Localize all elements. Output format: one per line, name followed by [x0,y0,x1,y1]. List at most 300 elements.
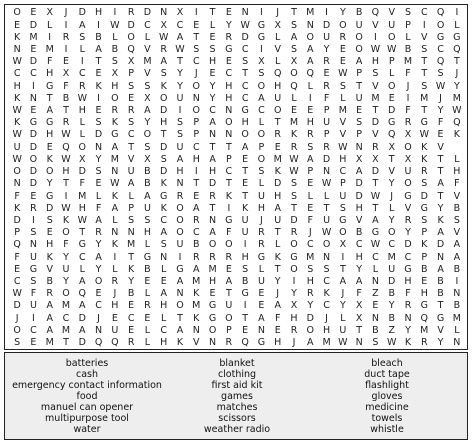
grid-cell: B [46,276,53,288]
grid-cell: I [113,7,117,19]
grid-cell: P [225,153,232,165]
word-item: water [73,424,101,435]
grid-cell: J [325,312,328,324]
grid-cell: O [225,239,233,251]
grid-cell: T [274,263,281,275]
grid-cell: R [111,276,119,288]
grid-cell: I [32,80,35,92]
grid-cell: X [290,56,298,68]
grid-cell: H [225,92,233,104]
word-bank-column-2 [167,358,307,435]
grid-cell: I [194,7,198,19]
grid-cell: Y [437,202,444,214]
grid-cell: E [274,141,281,153]
grid-cell: M [45,337,54,349]
grid-cell: O [339,19,347,31]
grid-cell: K [14,117,21,129]
grid-cell: I [32,312,35,324]
grid-cell: K [421,153,428,165]
grid-cell: H [241,251,249,263]
grid-cell: V [144,68,151,80]
grid-cell: L [389,68,395,80]
grid-cell: S [339,80,346,92]
grid-cell: L [340,312,346,324]
grid-cell: J [113,288,117,300]
grid-cell: O [257,129,266,141]
grid-cell: D [127,19,135,31]
grid-cell: B [388,288,395,300]
grid-cell: N [209,129,217,141]
grid-cell: R [323,56,330,68]
grid-cell: C [339,166,347,178]
grid-cell: A [274,202,281,214]
grid-cell: C [437,43,444,55]
grid-cell: M [192,300,201,312]
grid-cell: T [160,129,167,141]
grid-cell: R [404,117,412,129]
grid-cell: Y [437,105,444,117]
grid-cell: H [322,324,331,336]
grid-cell: T [339,263,346,275]
grid-cell: L [161,312,167,324]
grid-cell: K [46,251,53,263]
grid-cell: F [454,178,460,190]
grid-cell: O [306,324,315,336]
grid-cell: T [193,31,200,43]
grid-cell: V [46,263,53,275]
grid-cell: I [455,7,459,19]
grid-cell: K [290,129,298,141]
grid-cell: O [143,129,152,141]
word-item: manuel can opener [40,402,134,413]
grid-cell: N [437,251,445,263]
grid-cell: L [144,337,151,349]
grid-cell: Z [372,288,379,300]
grid-cell: R [46,288,53,300]
grid-cell: R [62,117,70,129]
grid-cell: W [12,56,22,68]
grid-cell: J [406,80,410,92]
grid-cell: P [356,68,362,80]
grid-cell: A [95,43,102,55]
grid-cell: L [112,214,118,226]
grid-cell: L [128,190,134,202]
grid-cell: Y [323,43,330,55]
grid-cell: R [209,251,216,263]
grid-cell: S [160,239,167,251]
grid-cell: S [372,337,379,349]
grid-cell: J [64,7,68,19]
grid-cell: A [355,56,363,68]
grid-cell: S [290,190,297,202]
grid-cell: Q [306,68,315,80]
grid-cell: C [144,19,151,31]
grid-cell: C [372,251,379,263]
grid-cell: J [439,92,442,104]
grid-cell: O [387,227,396,239]
grid-cell: E [242,324,249,336]
grid-cell: H [355,251,363,263]
grid-cell: T [63,105,69,117]
grid-cell: E [225,7,232,19]
grid-cell: J [292,337,296,349]
grid-cell: A [290,31,298,43]
grid-cell: I [48,31,52,43]
grid-cell: S [339,202,346,214]
grid-cell: A [437,178,444,190]
grid-cell: G [290,251,298,263]
grid-cell: A [95,214,102,226]
grid-cell: K [14,202,21,214]
grid-cell: C [160,214,168,226]
grid-cell: O [111,92,119,104]
grid-cell: X [160,19,167,31]
grid-cell: S [144,80,151,92]
grid-cell: F [226,227,232,239]
word-item: medicine [365,402,409,413]
grid-cell: G [78,239,86,251]
grid-cell: E [144,276,151,288]
grid-cell: S [128,214,135,226]
grid-cell: F [30,288,37,300]
grid-cell: E [30,190,37,202]
grid-cell: A [46,324,53,336]
grid-cell: U [388,263,396,275]
grid-cell: C [388,239,396,251]
grid-cell: M [110,153,119,165]
grid-cell: S [242,56,249,68]
grid-cell: D [160,105,168,117]
grid-cell: E [209,68,216,80]
grid-cell: R [225,31,233,43]
grid-cell: A [241,141,249,153]
grid-cell: L [454,19,460,31]
grid-cell: Y [274,276,281,288]
grid-cell: K [14,31,21,43]
grid-cell: T [372,178,379,190]
grid-cell: G [420,202,428,214]
grid-cell: T [225,141,232,153]
grid-cell: A [46,105,53,117]
grid-cell: B [437,276,444,288]
grid-cell: W [370,239,381,251]
grid-cell: H [46,129,54,141]
grid-cell: S [437,68,444,80]
grid-cell: Y [307,300,314,312]
grid-cell: D [436,239,445,251]
grid-cell: O [225,117,233,129]
grid-cell: E [372,300,379,312]
grid-cell: A [176,153,184,165]
grid-cell: F [14,190,20,202]
grid-cell: N [225,129,233,141]
grid-cell: O [127,31,135,43]
grid-cell: G [176,263,184,275]
grid-cell: N [192,92,200,104]
grid-cell: V [437,141,444,153]
grid-cell: D [388,276,396,288]
grid-cell: A [46,300,53,312]
grid-cell: H [62,166,70,178]
grid-cell: W [370,43,381,55]
grid-cell: H [420,288,428,300]
grid-cell: U [143,202,151,214]
grid-cell: A [258,92,265,104]
grid-cell: D [290,214,298,226]
grid-cell: G [371,227,380,239]
grid-cell: P [388,56,395,68]
grid-cell: B [388,312,395,324]
grid-cell: I [113,251,117,263]
grid-cell: N [29,239,37,251]
word-item: scissors [218,413,256,424]
grid-cell: A [307,337,314,349]
grid-cell: K [46,153,53,165]
grid-cell: V [372,129,379,141]
word-item: multipurpose tool [45,413,129,424]
grid-cell: O [192,105,201,117]
grid-cell: A [453,239,461,251]
grid-cell: U [355,92,363,104]
grid-cell: N [323,251,331,263]
grid-cell: G [241,288,249,300]
grid-cell: Y [356,263,363,275]
grid-cell: B [127,288,135,300]
grid-cell: T [323,202,330,214]
grid-cell: V [144,43,151,55]
grid-cell: B [421,263,428,275]
grid-cell: Y [177,80,183,92]
grid-cell: G [225,214,233,226]
grid-cell: B [453,263,461,275]
grid-cell: A [453,251,461,263]
grid-cell: B [372,324,379,336]
grid-cell: U [29,251,37,263]
grid-cell: U [257,190,265,202]
grid-cell: W [12,105,22,117]
grid-cell: L [112,263,118,275]
grid-cell: L [454,153,460,165]
grid-cell: Q [371,7,380,19]
grid-cell: S [258,68,265,80]
grid-cell: A [160,227,167,239]
grid-cell: S [46,214,53,226]
grid-cell: G [388,117,396,129]
grid-cell: A [95,251,102,263]
word-item: flashlight [365,380,409,391]
grid-cell: C [225,68,233,80]
grid-cell: W [175,43,185,55]
grid-cell: M [338,105,347,117]
grid-cell: Q [78,288,87,300]
grid-cell: A [144,190,151,202]
grid-cell: Y [291,288,297,300]
grid-cell: L [47,19,53,31]
grid-cell: Q [420,312,429,324]
grid-cell: E [339,43,346,55]
grid-cell: A [160,288,167,300]
grid-cell: A [176,324,184,336]
grid-cell: I [455,276,459,288]
grid-cell: V [372,80,379,92]
grid-cell: L [144,288,151,300]
grid-cell: O [45,166,54,178]
word-bank-column-3 [317,358,457,435]
grid-cell: L [405,31,411,43]
grid-cell: G [160,190,168,202]
grid-cell: G [404,190,412,202]
grid-cell: N [371,312,379,324]
grid-cell: X [339,239,347,251]
grid-cell: R [127,7,135,19]
grid-cell: C [241,92,249,104]
grid-cell: C [62,312,70,324]
grid-cell: T [79,227,86,239]
grid-cell: G [436,31,445,43]
grid-cell: A [176,276,184,288]
grid-cell: C [13,276,21,288]
grid-cell: H [306,276,314,288]
grid-cell: S [307,263,314,275]
grid-cell: W [61,129,71,141]
grid-cell: B [241,276,249,288]
grid-cell: L [258,117,265,129]
grid-cell: I [64,190,68,202]
grid-cell: L [307,190,313,202]
grid-cell: E [128,324,135,336]
grid-cell: B [404,43,412,55]
grid-cell: X [355,312,363,324]
word-search-grid-frame [4,4,468,350]
grid-cell: B [95,31,102,43]
grid-cell: F [323,92,330,104]
grid-cell: N [306,19,314,31]
grid-cell: E [46,141,53,153]
grid-cell: D [46,202,54,214]
grid-cell: T [437,166,444,178]
grid-cell: J [390,190,394,202]
grid-cell: Y [437,337,444,349]
grid-cell: H [274,337,282,349]
grid-cell: X [372,153,379,165]
grid-cell: V [339,129,347,141]
grid-cell: U [323,214,331,226]
grid-cell [449,141,465,153]
grid-cell: P [258,141,265,153]
grid-cell: E [14,19,21,31]
grid-cell: Q [13,239,21,251]
grid-cell: S [242,263,249,275]
grid-cell: O [13,166,21,178]
grid-cell: B [453,300,461,312]
grid-cell: V [339,117,347,129]
grid-cell: D [274,178,282,190]
grid-cell: I [406,92,410,104]
grid-cell: W [289,153,299,165]
grid-cell: R [420,166,428,178]
grid-cell: P [339,178,346,190]
grid-cell: Q [453,43,461,55]
grid-cell: O [241,129,249,141]
grid-cell: D [355,190,363,202]
grid-cell: H [46,68,54,80]
grid-cell: F [274,312,281,324]
grid-cell: Y [339,7,346,19]
grid-cell: A [111,141,119,153]
grid-cell: R [306,129,314,141]
grid-cell: S [323,263,330,275]
grid-cell: C [225,166,233,178]
grid-cell: S [128,80,135,92]
grid-cell: X [258,56,265,68]
grid-cell: O [355,43,363,55]
grid-cell: W [452,105,462,117]
grid-cell: R [258,239,265,251]
grid-cell: K [421,141,428,153]
grid-cell: Y [63,276,69,288]
grid-cell: L [454,324,460,336]
grid-cell: F [14,251,20,263]
grid-cell: O [355,31,363,43]
grid-cell: W [419,129,429,141]
grid-cell: E [95,105,102,117]
grid-cell: H [339,153,347,165]
grid-cell: O [62,227,70,239]
grid-cell: S [160,68,167,80]
grid-cell: R [111,105,119,117]
grid-cell: L [144,239,151,251]
grid-cell: M [78,190,87,202]
grid-cell: M [61,324,71,336]
grid-cell: C [78,251,86,263]
grid-cell: M [29,31,38,43]
grid-cell: I [194,166,198,178]
grid-cell: G [225,43,233,55]
grid-cell: D [322,153,331,165]
grid-cell: T [128,141,135,153]
grid-cell: X [388,141,395,153]
grid-cell: D [29,56,38,68]
grid-cell: G [46,190,54,202]
grid-cell: K [62,214,70,226]
grid-cell: W [338,337,348,349]
grid-cell: A [144,105,151,117]
grid-cell: G [420,300,428,312]
grid-cell: T [356,80,363,92]
grid-cell: E [323,68,330,80]
grid-cell: L [275,31,281,43]
grid-cell: I [243,239,247,251]
grid-cell: N [176,288,184,300]
grid-cell: N [13,178,21,190]
grid-cell: R [209,190,216,202]
grid-cell: D [29,141,38,153]
grid-cell: O [225,312,233,324]
grid-cell: G [46,117,54,129]
grid-cell: S [14,337,21,349]
grid-cell: D [78,312,86,324]
grid-cell: V [421,31,428,43]
grid-cell: X [79,153,86,165]
grid-cell: K [111,190,118,202]
grid-cell: G [257,19,266,31]
word-bank [4,352,468,440]
grid-cell: P [193,117,200,129]
grid-cell: G [208,300,217,312]
grid-cell: M [289,117,299,129]
word-item: bleach [371,358,403,369]
grid-cell: Y [388,300,395,312]
